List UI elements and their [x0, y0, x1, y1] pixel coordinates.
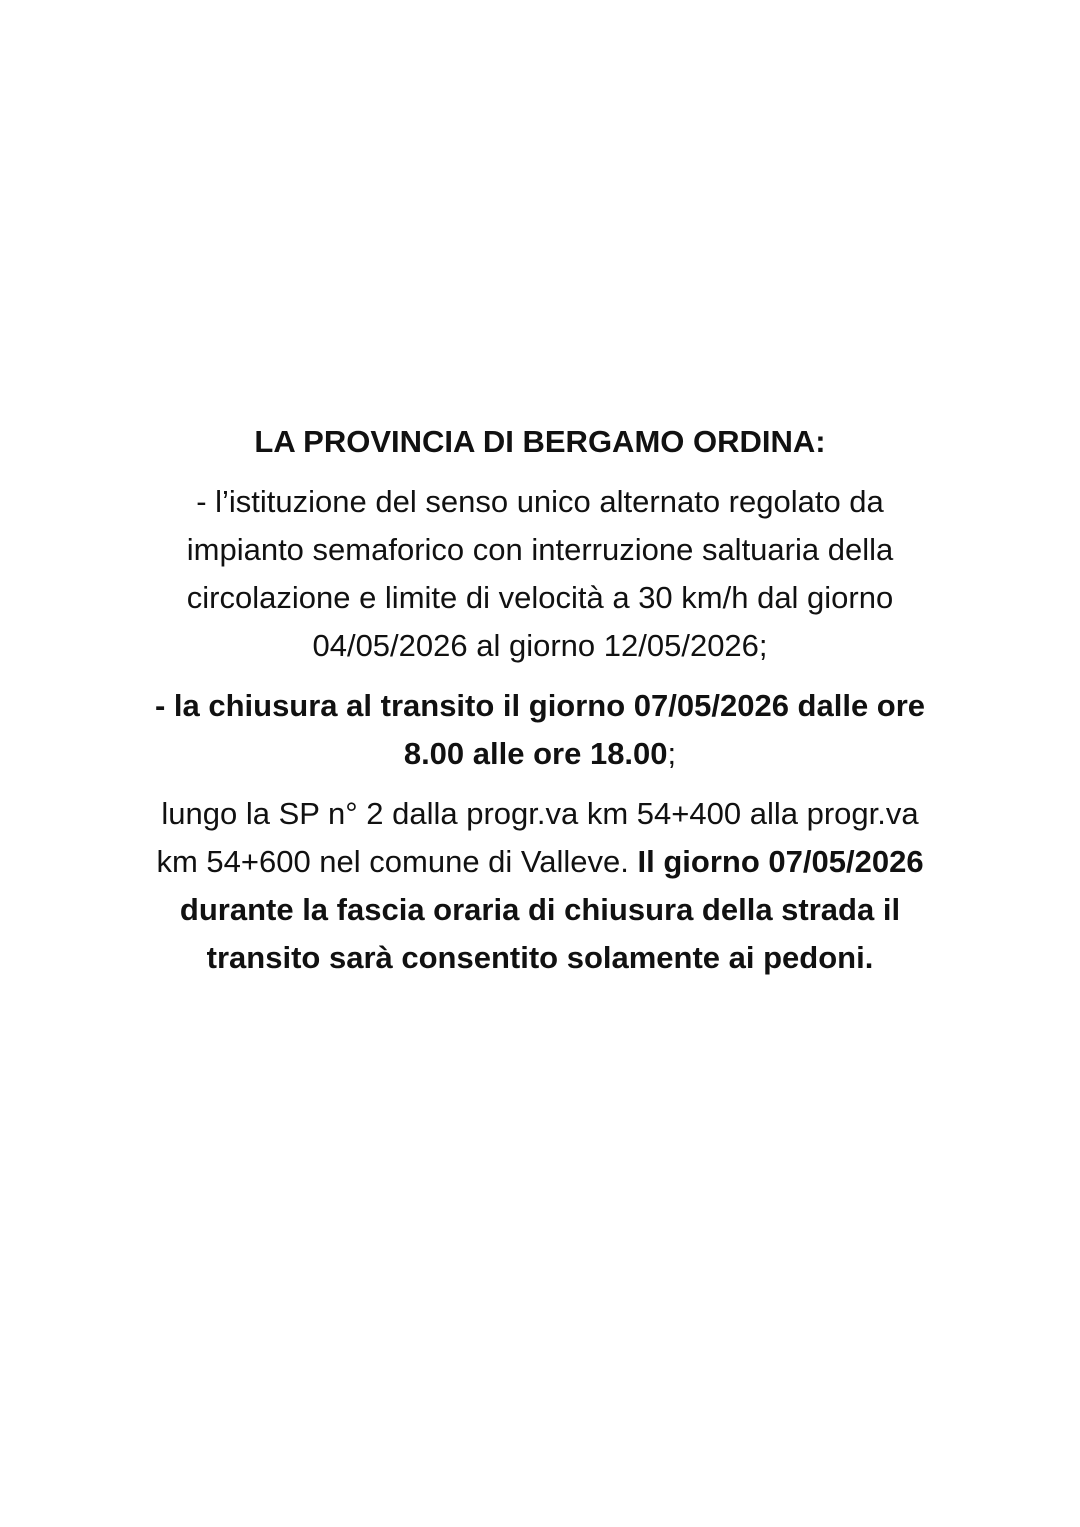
road-closure-text: - la chiusura al transito il giorno 07/05/2026 dalle ore 8.00 alle ore 18.00 [154, 688, 926, 771]
notice-title: LA PROVINCIA DI BERGAMO ORDINA: [254, 424, 826, 459]
location-text: lungo la SP n° 2 dalla progr.va km 54+400 alla progr.va km 54+600 nel comune di Valleve. [156, 796, 919, 879]
pedestrian-only-text: Il giorno 07/05/2026 durante la fascia oraria di chiusura della strada il transito sarà consentito solamente ai pedoni. [179, 844, 924, 975]
road-closure-end: ; [667, 736, 677, 771]
notice-item-road-closure [140, 682, 940, 778]
notice-item-one-way-traffic: - l’istituzione del senso unico alternato regolato da impianto semaforico con interruzione saltuaria della circolazione e limite di velocità a 30 km/h dal giorno 04/05/2026 al giorno 12/05/2026; [186, 484, 894, 663]
notice-location-paragraph [140, 790, 940, 982]
notice-document [140, 418, 940, 982]
